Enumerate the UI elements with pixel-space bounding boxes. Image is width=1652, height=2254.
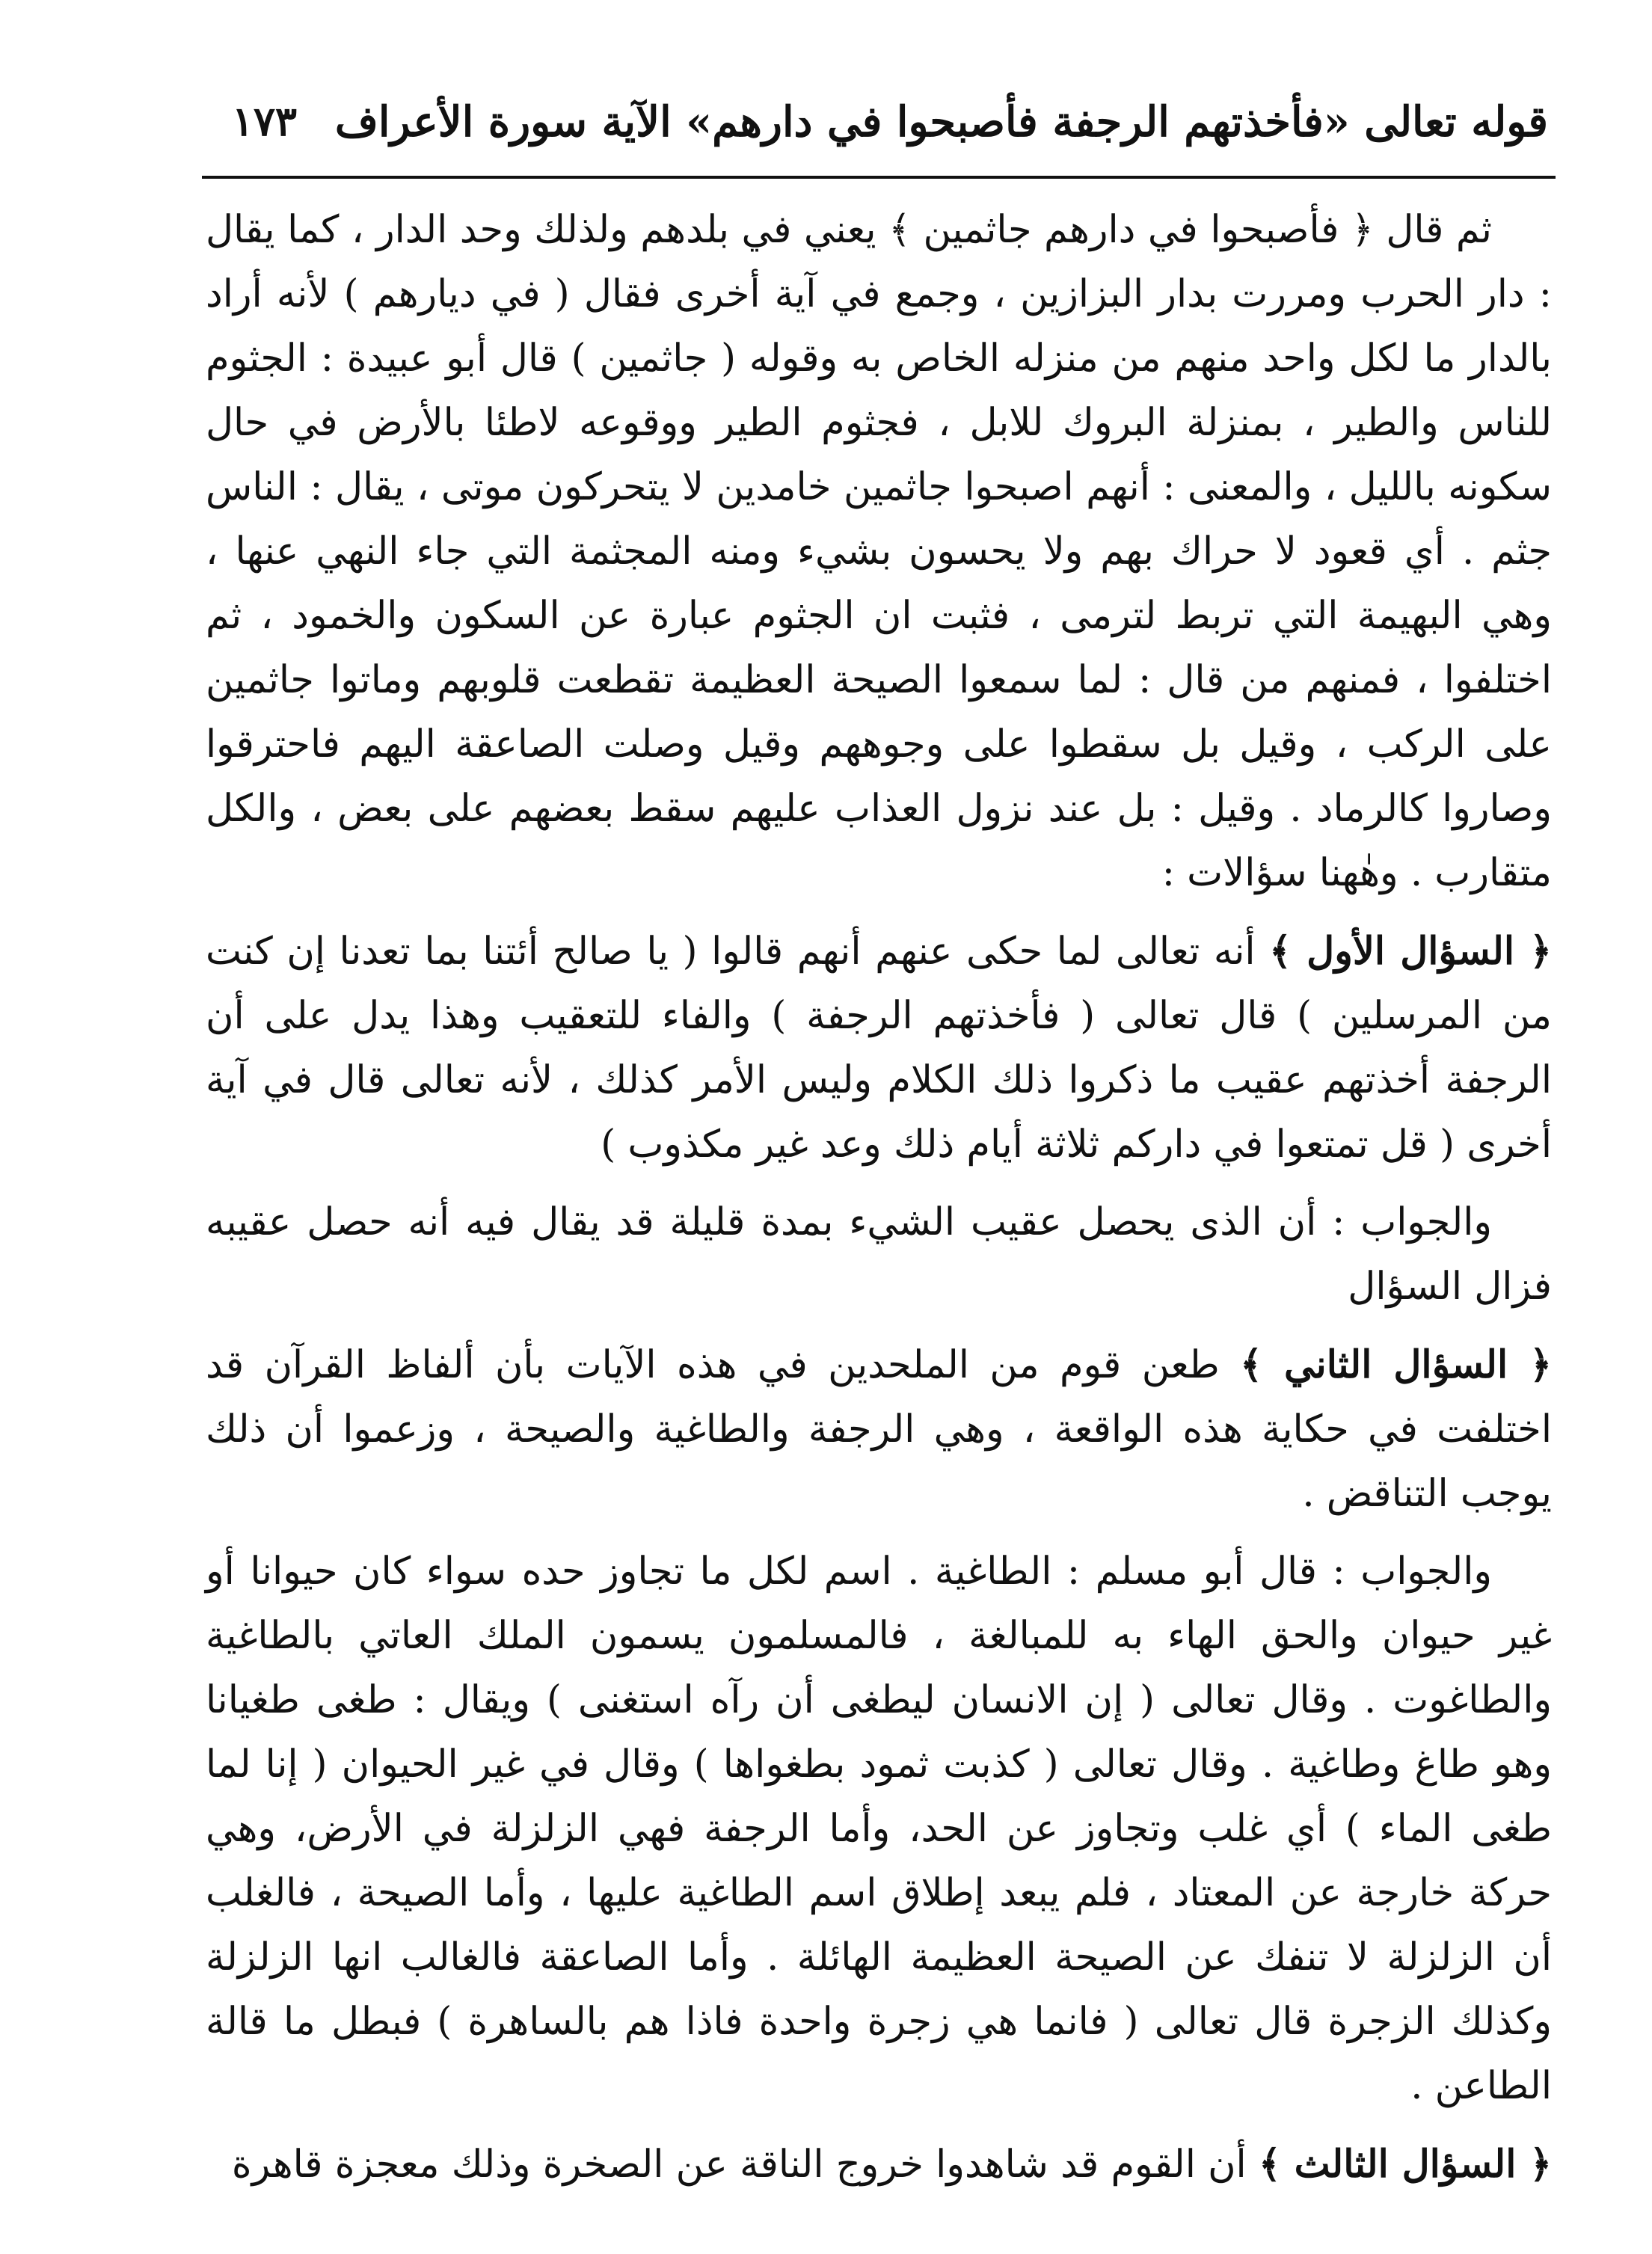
paragraph-text: أنه تعالى لما حكى عنهم أنهم قالوا ( يا صالح أئتنا بما تعدنا إن كنت من المرسلين ) قال تعالى ( فأخذتهم الرجفة ) والفاء للتعقيب وهذا يدل على أن الرجفة أخذتهم عقيب ما ذكروا ذلك الكلام وليس الأمر كذلك ، لأنه تعالى قال في آية أخرى ( قل تمتعوا في داركم ثلاثة أيام ذلك وعد غير مكذوب ) [206,930,1552,1167]
page-header [202,90,1548,165]
paragraph-intro [206,198,1552,906]
page-number: ١٧٣ [232,97,298,145]
question-heading: ﴿ السؤال الثالث ﴾ [1258,2142,1552,2187]
paragraph-question-2 [206,1333,1552,1526]
question-heading: ﴿ السؤال الأول ﴾ [1269,929,1552,974]
paragraph-text: أن القوم قد شاهدوا خروج الناقة عن الصخرة وذلك معجزة قاهرة [231,2143,1259,2187]
paragraph-answer-1 [206,1191,1552,1319]
question-heading: ﴿ السؤال الثاني ﴾ [1240,1342,1552,1387]
paragraph-text: طعن قوم من الملحدين في هذه الآيات بأن ألفاظ القرآن قد اختلفت في حكاية هذه الواقعة ، وهي الرجفة والطاغية والصيحة ، وزعموا أن ذلك يوجب التناقض . [206,1343,1552,1516]
paragraph-question-1 [206,919,1552,1177]
paragraph-text: والجواب : أن الذى يحصل عقيب الشيء بمدة قليلة قد يقال فيه أنه حصل عقيبه فزال السؤال [206,1200,1552,1309]
paragraph-question-3 [206,2132,1552,2197]
paragraph-text: ثم قال ﴿ فأصبحوا في دارهم جاثمين ﴾ يعني في بلدهم ولذلك وحد الدار ، كما يقال : دار الحرب ومررت بدار البزازين ، وجمع في آية أخرى فقال ( في ديارهم ) لأنه أراد بالدار ما لكل واحد منهم من منزله الخاص به وقوله ( جاثمين ) قال أبو عبيدة : الجثوم للناس والطير ، بمنزلة البروك للابل ، فجثوم الطير ووقوعه لاطئا بالأرض في حال سكونه بالليل ، والمعنى : أنهم اصبحوا جاثمين خامدين لا يتحركون موتى ، يقال : الناس جثم . أي قعود لا حراك بهم ولا يحسون بشيء ومنه المجثمة التي جاء النهي عنها ، وهي البهيمة التي تربط لترمى ، فثبت ان الجثوم عبارة عن السكون والخمود ، ثم اختلفوا ، فمنهم من قال : لما سمعوا الصيحة العظيمة تقطعت قلوبهم وماتوا جاثمين على الركب ، وقيل بل سقطوا على وجوههم وقيل وصلت الصاعقة اليهم فاحترقوا وصاروا كالرماد . وقيل : بل عند نزول العذاب عليهم سقط بعضهم على بعض ، والكل متقارب . وهٰهنا سؤالات : [206,208,1552,895]
paragraph-text: والجواب : قال أبو مسلم : الطاغية . اسم لكل ما تجاوز حده سواء كان حيوانا أو غير حيوان والحق الهاء به للمبالغة ، فالمسلمون يسمون الملك العاتي بالطاغية والطاغوت . وقال تعالى ( إن الانسان ليطغى أن رآه استغنى ) ويقال : طغى طغيانا وهو طاغ وطاغية . وقال تعالى ( كذبت ثمود بطغواها ) وقال في غير الحيوان ( إنا لما طغى الماء ) أي غلب وتجاوز عن الحد، وأما الرجفة فهي الزلزلة في الأرض، وهي حركة خارجة عن المعتاد ، فلم يبعد إطلاق اسم الطاغية عليها ، وأما الصيحة ، فالغلب أن الزلزلة لا تنفك عن الصيحة العظيمة الهائلة . وأما الصاعقة فالغالب انها الزلزلة وكذلك الزجرة قال تعالى ( فانما هي زجرة واحدة فاذا هم بالساهرة ) فبطل ما قالة الطاعن . [206,1550,1552,2108]
paragraph-answer-2 [206,1540,1552,2119]
running-title: قوله تعالى «فأخذتهم الرجفة فأصبحوا في دارهم» الآية سورة الأعراف [334,97,1548,147]
page-body [206,198,1552,2211]
header-rule [202,176,1556,179]
